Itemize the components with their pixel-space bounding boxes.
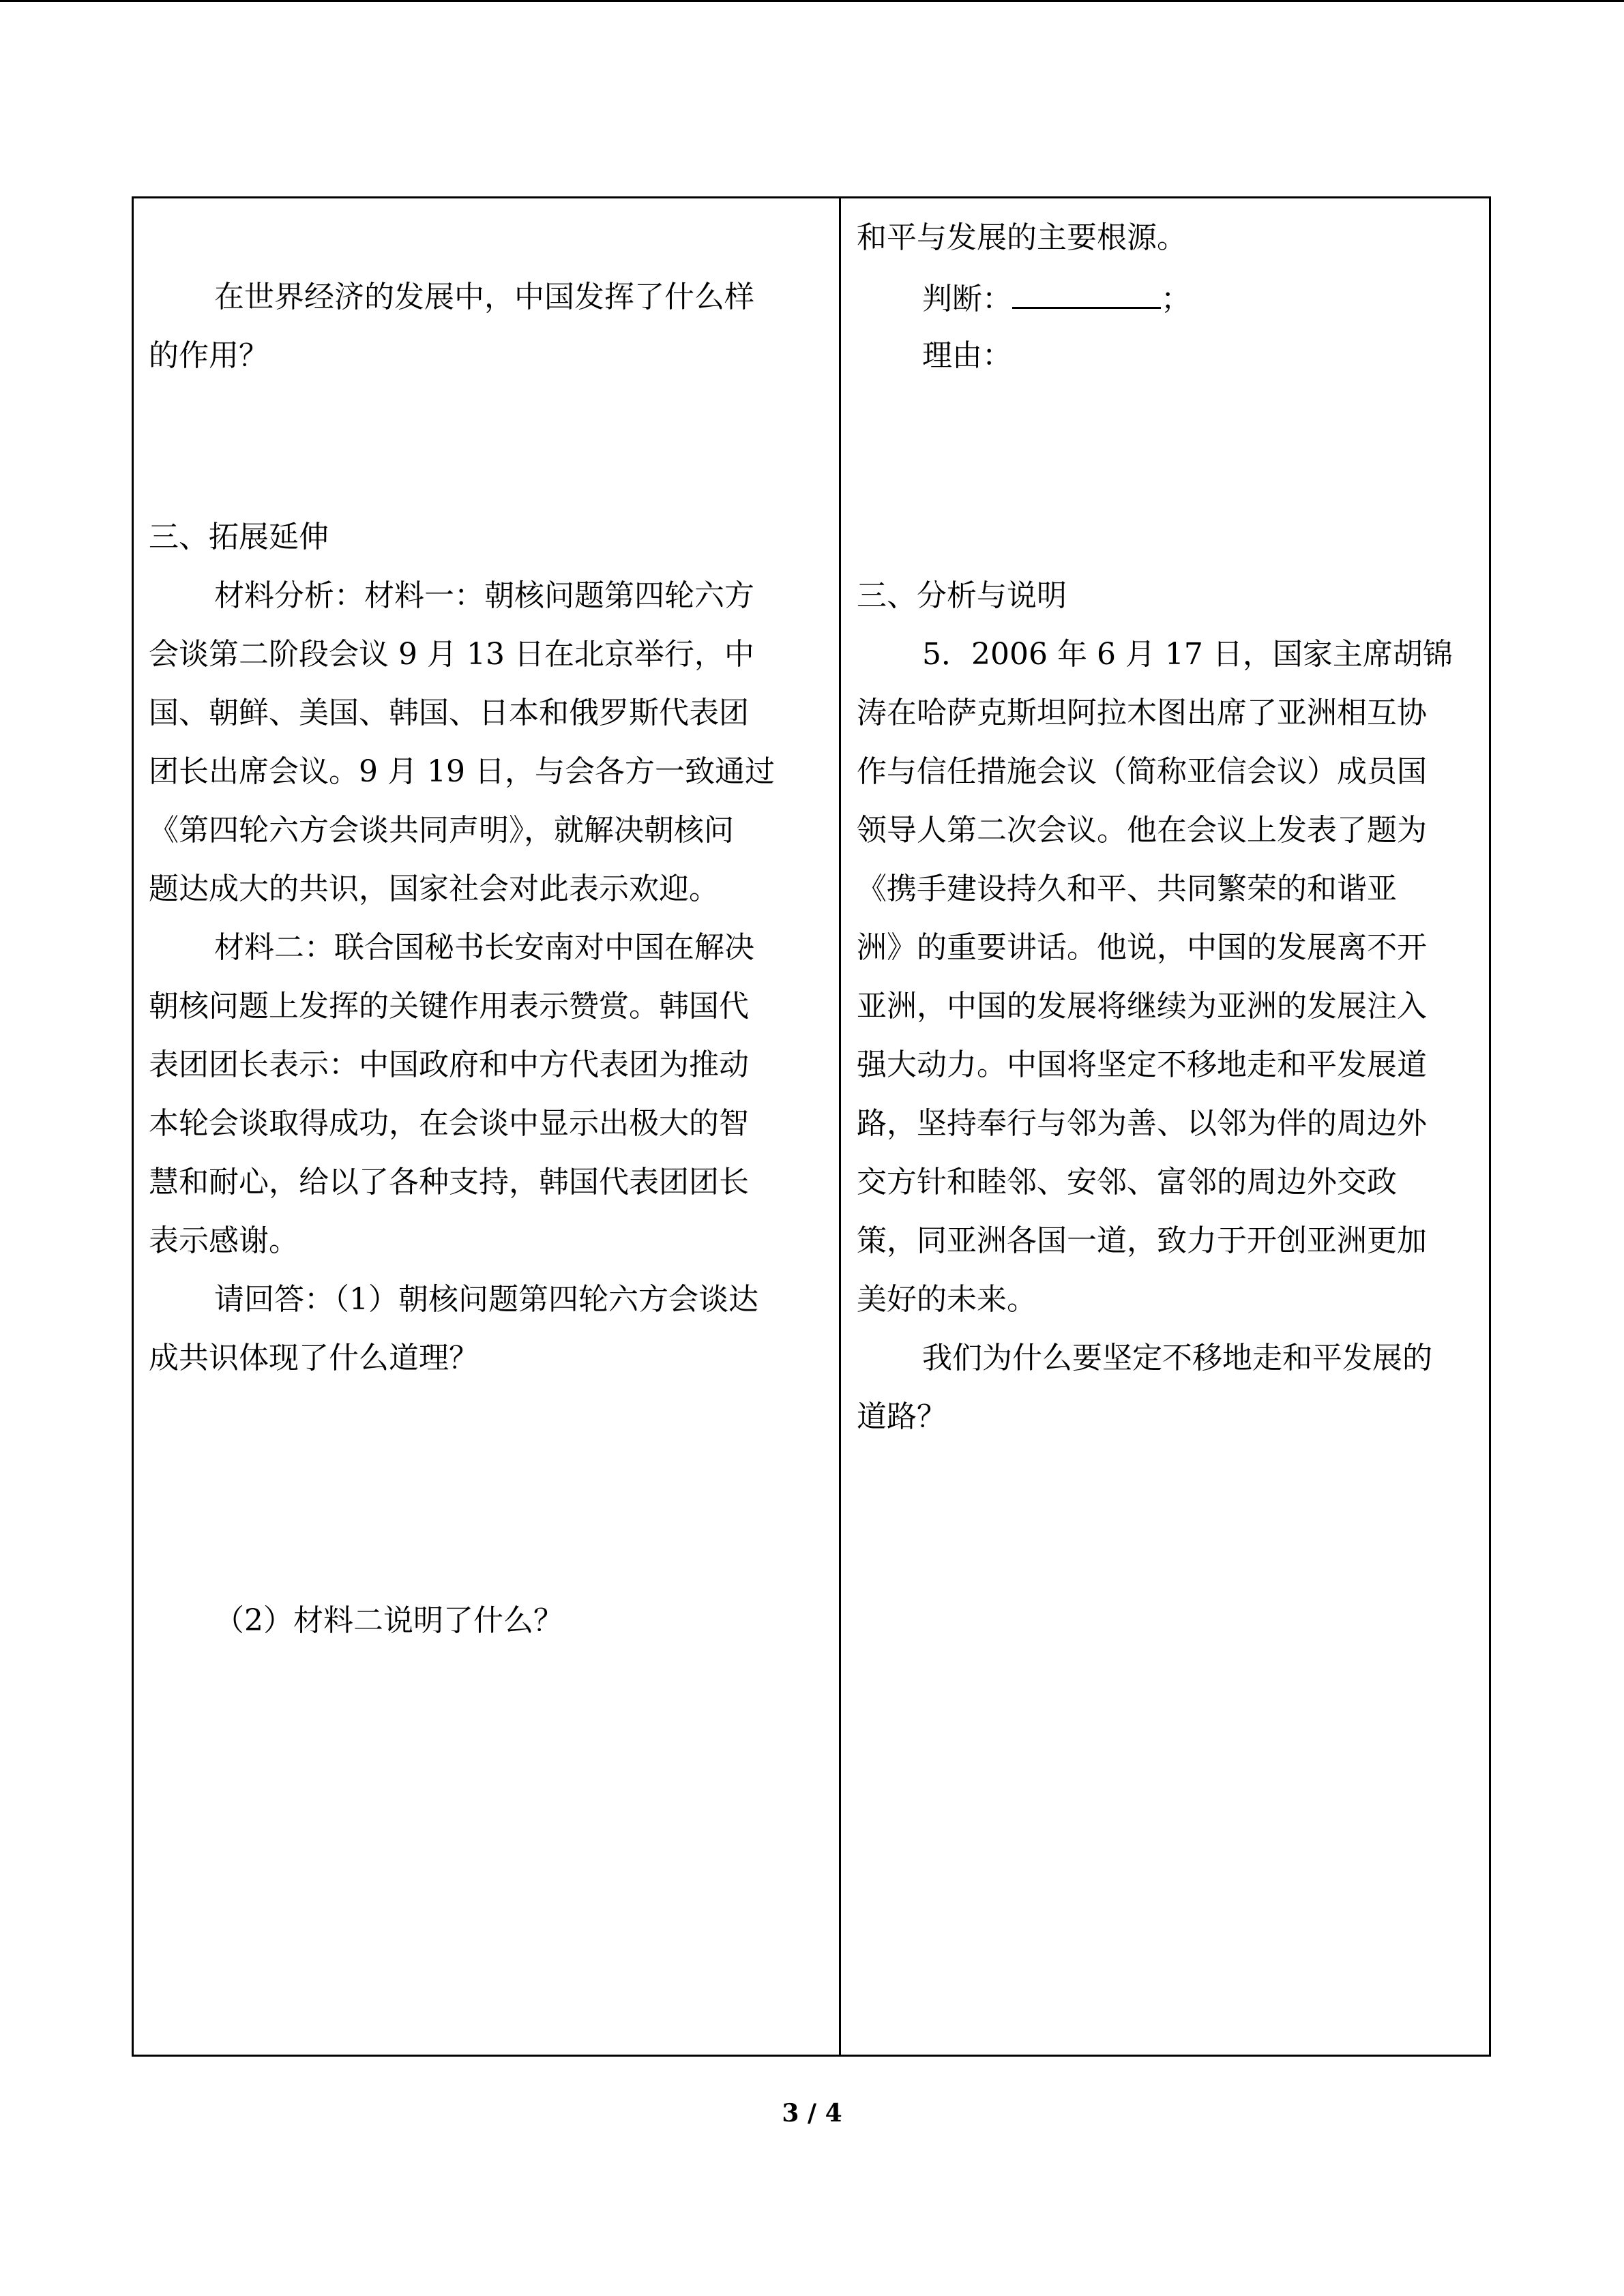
material-line: 材料二：联合国秘书长安南对中国在解决 <box>214 930 754 965</box>
worksheet-table <box>132 196 1491 2057</box>
material-line: 慧和耐心，给以了各种支持，韩国代表团团长 <box>149 1165 749 1199</box>
material-line: 团长出席会议。9 月 19 日，与会各方一致通过 <box>149 754 775 789</box>
question-line: 成共识体现了什么道理？ <box>149 1341 479 1375</box>
material-line: 国、朝鲜、美国、韩国、日本和俄罗斯代表团 <box>149 696 749 730</box>
passage-line: 路，坚持奉行与邻为善、以邻为伴的周边外 <box>857 1106 1427 1141</box>
question-line: 我们为什么要坚定不移地走和平发展的 <box>922 1341 1432 1375</box>
judgement-line <box>857 278 1191 318</box>
passage-line: 策，同亚洲各国一道，致力于开创亚洲更加 <box>857 1223 1427 1258</box>
material-line: 材料分析：材料一：朝核问题第四轮六方 <box>214 578 754 613</box>
passage-line: 强大动力。中国将坚定不移地走和平发展道 <box>857 1047 1427 1082</box>
column-divider <box>839 198 841 2055</box>
passage-line: 5．2006 年 6 月 17 日，国家主席胡锦 <box>922 637 1453 672</box>
section-heading: 三、拓展延伸 <box>149 520 329 554</box>
question-line: 道路？ <box>857 1399 947 1434</box>
passage-line: 《携手建设持久和平、共同繁荣的和谐亚 <box>857 871 1397 906</box>
passage-line: 美好的未来。 <box>857 1282 1037 1317</box>
section-heading: 三、分析与说明 <box>857 578 1067 613</box>
question-line: 请回答：（1）朝核问题第四轮六方会谈达 <box>214 1282 758 1317</box>
passage-line: 交方针和睦邻、安邻、富邻的周边外交政 <box>857 1165 1397 1199</box>
top-border-line <box>0 0 1624 2</box>
material-line: 会谈第二阶段会议 9 月 13 日在北京举行，中 <box>149 637 754 672</box>
material-line: 题达成大的共识，国家社会对此表示欢迎。 <box>149 871 719 906</box>
passage-line: 领导人第二次会议。他在会议上发表了题为 <box>857 813 1427 848</box>
continued-text: 和平与发展的主要根源。 <box>857 220 1187 255</box>
material-line: 本轮会谈取得成功，在会谈中显示出极大的智 <box>149 1106 749 1141</box>
question-text: 的作用？ <box>149 338 269 373</box>
material-line: 朝核问题上发挥的关键作用表示赞赏。韩国代 <box>149 989 749 1024</box>
passage-line: 作与信任措施会议（简称亚信会议）成员国 <box>857 754 1427 789</box>
material-line: 《第四轮六方会谈共同声明》，就解决朝核问 <box>149 813 734 848</box>
question-text: 在世界经济的发展中，中国发挥了什么样 <box>214 280 754 314</box>
passage-line: 亚洲，中国的发展将继续为亚洲的发展注入 <box>857 989 1427 1024</box>
judgement-end: ； <box>1161 282 1191 316</box>
passage-line: 洲》的重要讲话。他说，中国的发展离不开 <box>857 930 1427 965</box>
judgement-label: 判断： <box>922 282 1012 316</box>
reason-label: 理由： <box>922 338 1012 373</box>
judgement-blank[interactable] <box>1012 278 1161 309</box>
page-number: 3 / 4 <box>782 2099 842 2128</box>
material-line: 表示感谢。 <box>149 1223 299 1258</box>
material-line: 表团团长表示：中国政府和中方代表团为推动 <box>149 1047 749 1082</box>
question-2: （2）材料二说明了什么？ <box>214 1603 563 1638</box>
passage-line: 涛在哈萨克斯坦阿拉木图出席了亚洲相互协 <box>857 696 1427 730</box>
